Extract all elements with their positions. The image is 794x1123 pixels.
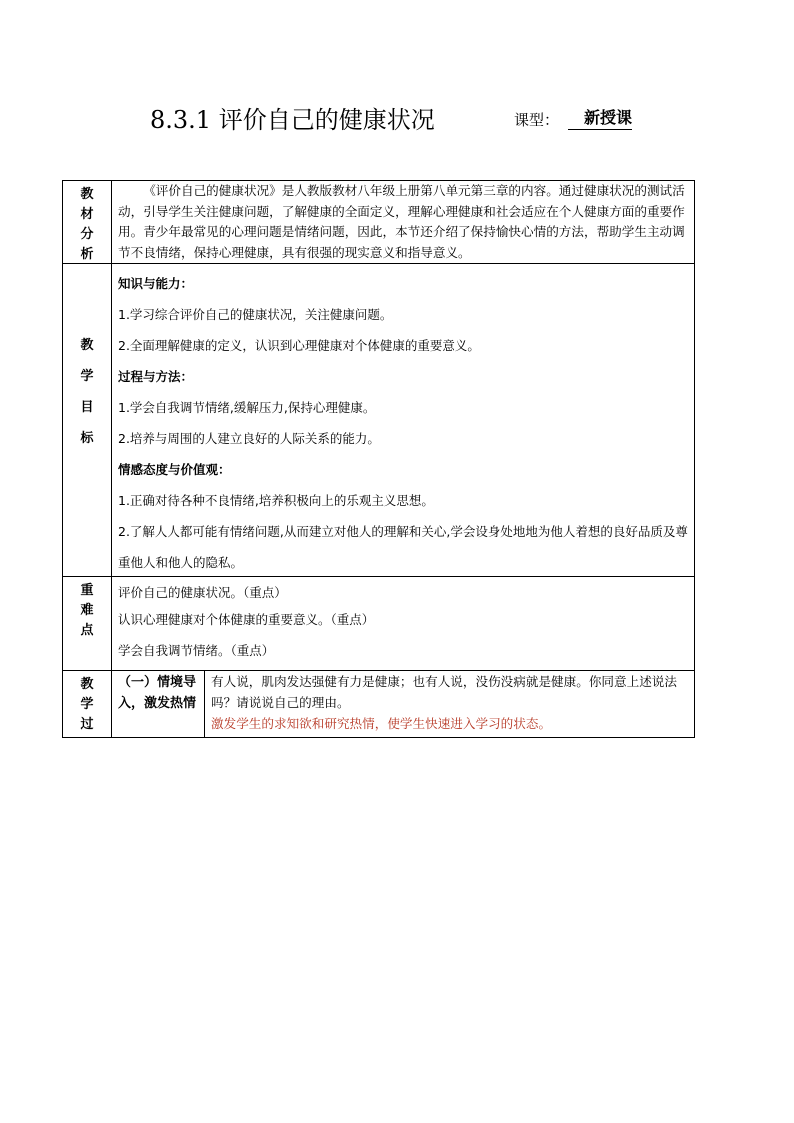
lesson-type-value: 新授课 [568, 108, 632, 130]
keypoints-label-char: 重 [80, 583, 94, 598]
goals-label-char: 学 [80, 369, 94, 384]
process-label-char: 教 [80, 677, 94, 692]
lesson-type-label: 课型： [514, 111, 560, 129]
goals-item: 2.全面理解健康的定义，认识到心理健康对个体健康的重要意义。 [118, 338, 480, 353]
process-step-text: 有人说，肌肉发达强健有力是健康；也有人说，没伤没病就是健康。你同意上述说法吗？请说说自己的理由。 [211, 674, 677, 710]
document-title [150, 100, 670, 140]
goals-item: 1.学习综合评价自己的健康状况，关注健康问题。 [118, 307, 393, 322]
analysis-label-cell [62, 180, 112, 264]
process-step-title-cell [111, 670, 205, 738]
process-step-title: （一）情境导入，激发热情 [118, 675, 197, 711]
analysis-text: 《评价自己的健康状况》是人教版教材八年级上册第八单元第三章的内容。通过健康状况的测试活动，引导学生关注健康问题，了解健康的全面定义，理解心理健康和社会适应在个人健康方面的重要作用。青少年最常见的心理问题是情绪问题，因此，本节还介绍了保持愉快心情的方法，帮助学生主动调节不良情绪，保持心理健康，具有很强的现实意义和指导意义。 [118, 183, 685, 260]
keypoints-label-char: 点 [80, 623, 94, 638]
keypoint-item: 学会自我调节情绪。（重点） [118, 643, 275, 658]
process-label-cell [62, 670, 112, 738]
goals-section-title: 过程与方法： [118, 369, 194, 384]
process-step-note: 激发学生的求知欲和研究热情，使学生快速进入学习的状态。 [211, 716, 552, 731]
page-title: 8.3.1 评价自己的健康状况 [150, 106, 435, 134]
analysis-label-char: 教 [80, 187, 94, 202]
analysis-label-char: 分 [80, 227, 94, 242]
process-label-char: 过 [80, 717, 94, 732]
goals-label-char: 教 [80, 338, 94, 353]
goals-section-title: 知识与能力： [118, 276, 194, 291]
analysis-label-char: 析 [80, 247, 94, 262]
keypoint-item: 评价自己的健康状况。（重点） [118, 585, 287, 600]
goals-section-title: 情感态度与价值观： [118, 462, 231, 477]
keypoints-label-cell [62, 576, 112, 671]
keypoint-item: 认识心理健康对个体健康的重要意义。（重点） [118, 612, 375, 627]
goals-label-cell [62, 263, 112, 577]
analysis-content-cell [111, 180, 695, 264]
goals-item: 1.学会自我调节情绪,缓解压力,保持心理健康。 [118, 400, 376, 415]
goals-content-cell [111, 263, 695, 577]
process-step-content-cell [204, 670, 695, 738]
analysis-label-char: 材 [80, 207, 94, 222]
goals-item: 2.了解人人都可能有情绪问题,从而建立对他人的理解和关心,学会设身处地地为他人着想的良好品质及尊重他人和他人的隐私。 [118, 524, 688, 570]
goals-item: 1.正确对待各种不良情绪,培养积极向上的乐观主义思想。 [118, 493, 434, 508]
goals-label-char: 目 [80, 400, 94, 415]
keypoints-label-char: 难 [80, 603, 94, 618]
goals-label-char: 标 [80, 431, 94, 446]
goals-item: 2.培养与周围的人建立良好的人际关系的能力。 [118, 431, 380, 446]
keypoints-content-cell [111, 576, 695, 671]
process-label-char: 学 [80, 697, 94, 712]
